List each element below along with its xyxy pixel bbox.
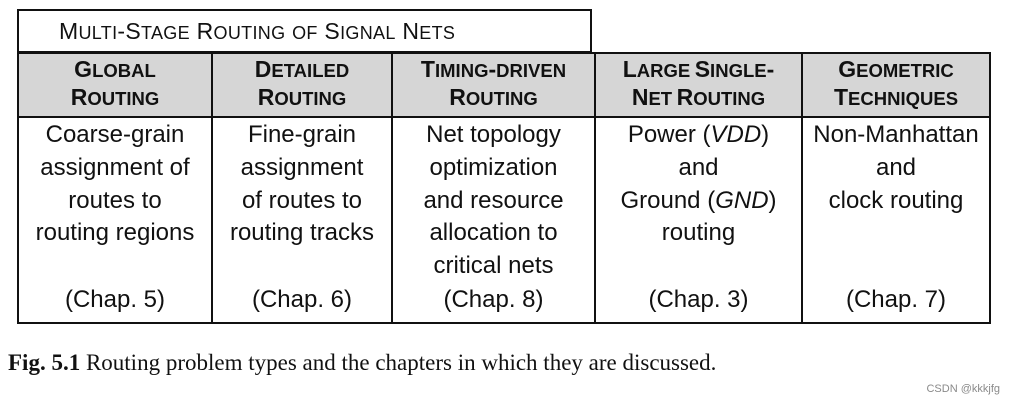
description-line: routing (661, 219, 736, 247)
figure-caption-text: Routing problem types and the chapters in which they are discussed. (85, 350, 717, 375)
column-description (596, 118, 801, 322)
column-description (803, 118, 989, 322)
description-line: of routes to (241, 186, 363, 214)
column-large-single-net-routing (596, 54, 803, 322)
column-heading-line: ROUTING (449, 84, 538, 110)
description-line: optimization (429, 153, 558, 181)
description-line: allocation to (429, 219, 558, 247)
column-global-routing (19, 54, 213, 322)
description-line: critical nets (433, 252, 554, 280)
description-line: assignment of (40, 153, 190, 181)
description-line: Coarse-grain (45, 121, 185, 148)
description-line: routes to (68, 186, 162, 214)
column-heading-line: DETAILED (254, 56, 350, 82)
description-line: Fine-grain (247, 121, 357, 148)
chapter-reference: (Chap. 5) (64, 286, 166, 313)
description-line: clock routing (828, 186, 964, 214)
description-line: assignment (240, 153, 364, 181)
column-description (19, 118, 211, 322)
description-line: and (678, 153, 719, 181)
column-heading-line: ROUTING (257, 84, 347, 110)
description-line: routing tracks (229, 219, 375, 247)
column-heading (393, 54, 594, 118)
column-detailed-routing (213, 54, 393, 322)
column-heading-line: GLOBAL (74, 56, 156, 82)
description-line: Net topology (426, 121, 561, 148)
figure-caption (8, 350, 716, 376)
column-heading (596, 54, 801, 118)
chapter-reference: (Chap. 6) (251, 286, 353, 313)
column-heading-line: TECHNIQUES (833, 84, 959, 110)
description-line: Power (VDD) (627, 121, 770, 148)
watermark: CSDN @kkkjfg (926, 383, 1000, 395)
chapter-reference: (Chap. 7) (845, 286, 947, 313)
column-geometric-techniques (803, 54, 989, 322)
chapter-reference: (Chap. 8) (443, 286, 544, 313)
column-timing-driven-routing (393, 54, 596, 322)
diagram-title-text: MULTI-STAGE ROUTING OF SIGNAL NETS (59, 17, 456, 44)
column-heading-line: NET ROUTING (631, 84, 766, 110)
description-line: routing regions (35, 219, 195, 247)
column-heading (213, 54, 391, 118)
diagram-title (17, 9, 592, 53)
column-heading (19, 54, 211, 118)
column-heading (803, 54, 989, 118)
column-heading-line: ROUTING (70, 84, 160, 110)
column-description (393, 118, 594, 322)
description-line: and (875, 153, 917, 181)
column-heading-line: LARGE SINGLE- (622, 56, 775, 82)
description-line: Ground (GND) (620, 186, 777, 214)
description-line: and resource (423, 186, 564, 214)
column-heading-line: GEOMETRIC (838, 56, 954, 82)
column-description (213, 118, 391, 322)
description-line: Non-Manhattan (813, 121, 979, 148)
routing-types-table (17, 52, 991, 324)
figure-label: Fig. 5.1 (8, 350, 81, 375)
column-heading-line: TIMING-DRIVEN (420, 56, 567, 82)
chapter-reference: (Chap. 3) (648, 286, 749, 313)
